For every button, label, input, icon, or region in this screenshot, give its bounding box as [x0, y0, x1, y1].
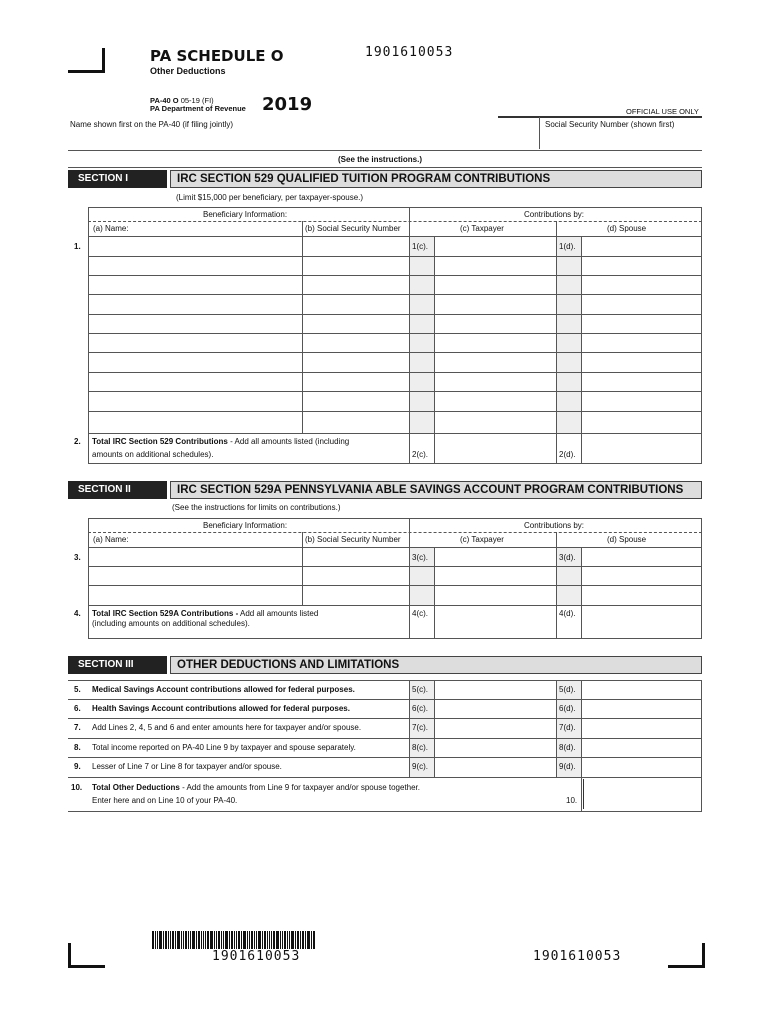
line-1-ssn-input[interactable] — [304, 238, 407, 255]
footer-form-number: 1901610053 — [533, 949, 622, 964]
line-1d-input[interactable] — [583, 238, 700, 255]
section-1-beneficiary-info: Beneficiary Information: — [203, 210, 288, 219]
line-1c-label: 1(c). — [412, 242, 428, 251]
line-2-bold-text: Total IRC Section 529 Contributions — [92, 437, 228, 446]
line-3-ssn-input[interactable] — [304, 549, 407, 565]
barcode-text: 1901610053 — [212, 949, 301, 964]
line-6c-input[interactable] — [436, 701, 554, 717]
line-10-text: - Add the amounts from Line 9 for taxpayer and/or spouse together. — [179, 783, 421, 792]
ssn-field-label: Social Security Number (shown first) — [545, 120, 675, 129]
form-title: PA SCHEDULE O — [150, 47, 284, 65]
line-4c-input[interactable] — [436, 607, 554, 637]
section-2-label: SECTION II — [68, 481, 167, 499]
tax-year: 2019 — [262, 94, 313, 115]
line-5d-input[interactable] — [583, 682, 700, 698]
section-2-contributions-by: Contributions by: — [524, 521, 585, 530]
line-2c-label: 2(c). — [412, 450, 428, 459]
section-3-label: SECTION III — [68, 656, 167, 674]
ssn-input[interactable] — [540, 117, 702, 149]
line-5d-label: 5(d). — [559, 685, 576, 694]
line-1d-label: 1(d). — [559, 242, 576, 251]
line-4-description-2: (including amounts on additional schedules). — [92, 619, 250, 628]
line-7d-label: 7(d). — [559, 723, 576, 732]
line-9-description: Lesser of Line 7 or Line 8 for taxpayer and/or spouse. — [92, 762, 282, 771]
line-3c-input[interactable] — [436, 549, 554, 565]
line-6d-label: 6(d). — [559, 704, 576, 713]
line-8d-input[interactable] — [583, 740, 700, 756]
line-6d-input[interactable] — [583, 701, 700, 717]
line-10-input[interactable] — [583, 779, 701, 809]
line-8d-label: 8(d). — [559, 743, 576, 752]
barcode — [152, 931, 316, 949]
section-1-col-name: (a) Name: — [93, 224, 129, 233]
line-9-number: 9. — [74, 762, 81, 771]
line-6-number: 6. — [74, 704, 81, 713]
section-1-label: SECTION I — [68, 170, 167, 188]
line-3-number: 3. — [74, 553, 81, 562]
corner-mark-bottom-left — [68, 943, 105, 968]
line-1-name-input[interactable] — [90, 238, 300, 255]
section-2-beneficiary-info: Beneficiary Information: — [203, 521, 288, 530]
line-3c-label: 3(c). — [412, 553, 428, 562]
line-7c-input[interactable] — [436, 720, 554, 736]
section-2-col-name: (a) Name: — [93, 535, 129, 544]
line-2-text: - Add all amounts listed (including — [227, 437, 350, 446]
line-4-number: 4. — [74, 609, 81, 618]
line-10-number: 10. — [71, 783, 83, 792]
corner-mark-bottom-right — [668, 943, 705, 968]
line-1c-input[interactable] — [436, 238, 554, 255]
department-name: PA Department of Revenue — [150, 104, 246, 113]
line-10-description — [92, 783, 420, 792]
line-10-description-2: Enter here and on Line 10 of your PA-40. — [92, 796, 238, 805]
line-8-description: Total income reported on PA-40 Line 9 by taxpayer and spouse separately. — [92, 743, 356, 752]
line-10-bold-text: Total Other Deductions — [92, 783, 180, 792]
section-1-col-taxpayer: (c) Taxpayer — [460, 224, 504, 233]
section-2-col-taxpayer: (c) Taxpayer — [460, 535, 504, 544]
line-9c-input[interactable] — [436, 759, 554, 775]
line-3d-input[interactable] — [583, 549, 700, 565]
line-2d-label: 2(d). — [559, 450, 576, 459]
line-5-number: 5. — [74, 685, 81, 694]
line-1-number: 1. — [74, 242, 81, 251]
line-5c-input[interactable] — [436, 682, 554, 698]
section-1-col-spouse: (d) Spouse — [607, 224, 647, 233]
line-5c-label: 5(c). — [412, 685, 428, 694]
line-4d-label: 4(d). — [559, 609, 576, 618]
line-8-number: 8. — [74, 743, 81, 752]
line-4-description — [92, 609, 318, 618]
line-9c-label: 9(c). — [412, 762, 428, 771]
line-9d-label: 9(d). — [559, 762, 576, 771]
section-1-col-ssn: (b) Social Security Number — [305, 224, 401, 233]
line-10-label: 10. — [566, 796, 578, 805]
line-8c-input[interactable] — [436, 740, 554, 756]
line-7-number: 7. — [74, 723, 81, 732]
line-6c-label: 6(c). — [412, 704, 428, 713]
line-4d-input[interactable] — [583, 607, 700, 637]
instructions-note: (See the instructions.) — [338, 155, 423, 164]
section-3-title: OTHER DEDUCTIONS AND LIMITATIONS — [170, 656, 702, 674]
top-form-number: 1901610053 — [365, 45, 454, 60]
section-1-title: IRC SECTION 529 QUALIFIED TUITION PROGRAM CONTRIBUTIONS — [170, 170, 702, 188]
section-2-title: IRC SECTION 529A PENNSYLVANIA ABLE SAVINGS ACCOUNT PROGRAM CONTRIBUTIONS — [170, 481, 702, 499]
line-4-bold-text: Total IRC Section 529A Contributions - — [92, 609, 239, 618]
line-7c-label: 7(c). — [412, 723, 428, 732]
name-input[interactable] — [68, 117, 538, 149]
line-4-text: Add all amounts listed — [238, 609, 319, 618]
line-7-description: Add Lines 2, 4, 5 and 6 and enter amounts here for taxpayer and/or spouse. — [92, 723, 362, 732]
form-id: PA-40 O — [150, 96, 179, 105]
line-5-description: Medical Savings Account contributions allowed for federal purposes. — [92, 685, 355, 694]
section-2-col-spouse: (d) Spouse — [607, 535, 647, 544]
section-2-col-ssn: (b) Social Security Number — [305, 535, 401, 544]
line-2-description — [92, 437, 349, 446]
form-revision: 05-19 (FI) — [180, 96, 214, 105]
section-2-note: (See the instructions for limits on contributions.) — [172, 503, 341, 512]
line-6-description: Health Savings Account contributions allowed for federal purposes. — [92, 704, 350, 713]
official-use-label: OFFICIAL USE ONLY — [626, 107, 699, 116]
section-1-contributions-by: Contributions by: — [524, 210, 585, 219]
line-4c-label: 4(c). — [412, 609, 428, 618]
line-7d-input[interactable] — [583, 720, 700, 736]
section-1-note: (Limit $15,000 per beneficiary, per taxpayer-spouse.) — [176, 193, 364, 202]
corner-mark-top-left — [68, 48, 105, 73]
line-9d-input[interactable] — [583, 759, 700, 775]
line-2c-input[interactable] — [436, 435, 554, 463]
section-1-table — [88, 236, 702, 464]
form-subtitle: Other Deductions — [150, 66, 226, 76]
line-8c-label: 8(c). — [412, 743, 428, 752]
line-2-number: 2. — [74, 437, 81, 446]
line-3d-label: 3(d). — [559, 553, 576, 562]
line-2d-input[interactable] — [583, 435, 700, 463]
line-3-name-input[interactable] — [90, 549, 300, 565]
line-2-description-2: amounts on additional schedules). — [92, 450, 214, 459]
name-field-label: Name shown first on the PA-40 (if filing jointly) — [70, 120, 234, 129]
